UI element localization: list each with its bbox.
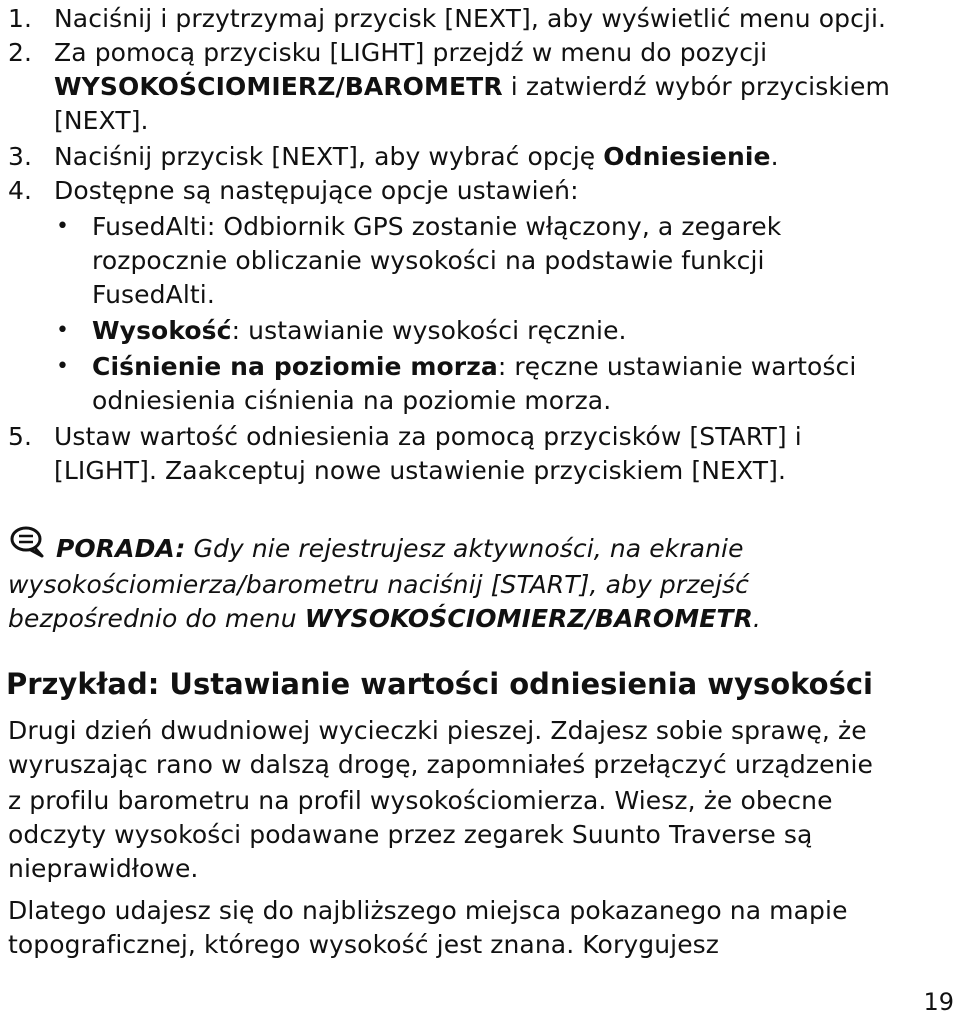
step-5 [8,422,802,452]
menu-item-name: WYSOKOŚCIOMIERZ/BAROMETR [54,72,503,101]
option-fusedalti [92,212,781,242]
example-paragraph-1-line: wyruszając rano w dalszą drogę, zapomniałeś przełączyć urządzenie [8,750,874,779]
step-4 [8,176,579,206]
step-3 [8,142,779,172]
option-text: FusedAlti: Odbiornik GPS zostanie włączony, a zegarek [92,212,782,241]
step-text: [NEXT]. [54,106,149,135]
option-text: : ustawianie wysokości ręcznie. [231,316,627,345]
option-cisnienie-line-2 [92,386,611,416]
tip-line-1 [56,534,744,564]
option-text: odniesienia ciśnienia na poziomie morza. [92,386,612,415]
option-wysokosc [92,316,627,346]
option-name: Ciśnienie na poziomie morza [92,352,498,381]
tip-label: PORADA: [56,534,186,563]
option-text: : ręczne ustawianie wartości [497,352,857,381]
tip-text-end: . [752,604,761,633]
step-number: 3. [8,142,33,171]
page-number: 19 [923,988,954,1016]
menu-item-name: WYSOKOŚCIOMIERZ/BAROMETR [304,604,753,633]
example-paragraph-1-line: Drugi dzień dwudniowej wycieczki pieszej. Zdajesz sobie sprawę, że [8,716,867,745]
step-text: [LIGHT]. Zaakceptuj nowe ustawienie przyciskiem [NEXT]. [54,456,787,485]
example-paragraph-1-line: z profilu barometru na profil wysokościomierza. Wiesz, że obecne [8,786,833,815]
step-text: Naciśnij i przytrzymaj przycisk [NEXT], aby wyświetlić menu opcji. [54,4,887,33]
step-number: 2. [8,38,33,67]
option-cisnienie [92,352,856,382]
step-text: i zatwierdź wybór przyciskiem [502,72,890,101]
step-5-line-2 [54,456,786,486]
step-text: Dostępne są następujące opcje ustawień: [54,176,579,205]
step-number: 5. [8,422,33,451]
step-2-line-2 [54,72,890,102]
bullet-icon: • [56,318,69,343]
example-paragraph-2-line: topograficznej, którego wysokość jest znana. Korygujesz [8,930,720,959]
option-text: FusedAlti. [92,280,215,309]
option-name: Wysokość [92,316,232,345]
option-name: Odniesienie [603,142,771,171]
bullet-icon: • [56,214,69,239]
bullet-icon: • [56,354,69,379]
example-paragraph-2-line: Dlatego udajesz się do najbliższego miejsca pokazanego na mapie [8,896,848,925]
step-2 [8,38,767,68]
step-text: Ustaw wartość odniesienia za pomocą przycisków [START] i [54,422,802,451]
step-number: 4. [8,176,33,205]
option-text: rozpocznie obliczanie wysokości na podstawie funkcji [92,246,765,275]
step-2-line-3 [54,106,149,136]
example-paragraph-1-line: nieprawidłowe. [8,854,199,883]
tip-text: Gdy nie rejestrujesz aktywności, na ekranie [185,534,744,563]
option-fusedalti-line-2 [92,246,765,276]
example-paragraph-1-line: odczyty wysokości podawane przez zegarek Suunto Traverse są [8,820,813,849]
option-fusedalti-line-3 [92,280,215,310]
tip-bubble-icon [8,524,48,560]
step-text-end: . [770,142,779,171]
tip-text: wysokościomierza/barometru naciśnij [START], aby przejść [8,570,749,599]
step-text: Naciśnij przycisk [NEXT], aby wybrać opcję [54,142,604,171]
tip-line-2 [8,570,749,600]
tip-line-3 [8,604,761,634]
step-1 [8,4,886,34]
step-text: Za pomocą przycisku [LIGHT] przejdź w menu do pozycji [54,38,768,67]
step-number: 1. [8,4,33,33]
tip-text: bezpośrednio do menu [8,604,305,633]
example-heading: Przykład: Ustawianie wartości odniesienia wysokości [6,667,873,701]
